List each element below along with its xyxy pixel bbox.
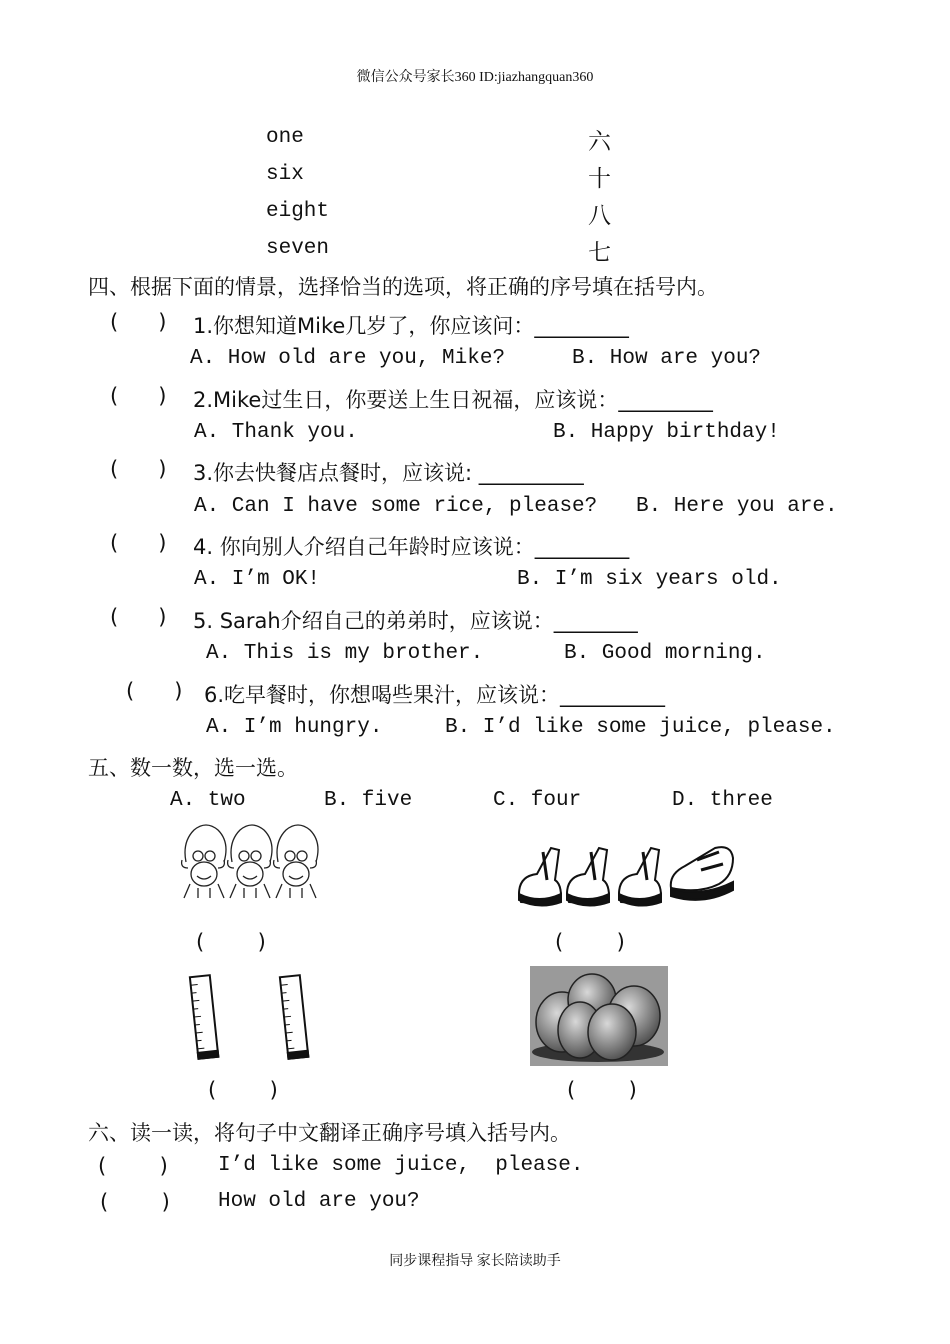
q5-option-b: B. Good morning.: [564, 642, 766, 665]
five-eggs-image: [530, 966, 668, 1066]
q3-answer-blank[interactable]: ( ): [110, 457, 167, 481]
match-english-1: one: [266, 126, 304, 149]
shoes-answer-blank[interactable]: ( ): [555, 930, 625, 954]
q1-text: 1.你想知道Mike几岁了，你应该问：_________: [193, 314, 629, 338]
match-chinese-4: 七: [588, 240, 611, 266]
two-rulers-image: [186, 970, 328, 1062]
q3-option-b: B. Here you are.: [636, 495, 838, 518]
three-monkeys-image: [180, 822, 322, 900]
section5-title: 五、数一数，选一选。: [88, 756, 298, 780]
q2-option-b: B. Happy birthday!: [553, 421, 780, 444]
sentence2-answer-blank[interactable]: ( ): [100, 1190, 170, 1214]
rulers-answer-blank[interactable]: ( ): [208, 1078, 278, 1102]
count-option-a: A. two: [170, 789, 246, 812]
match-chinese-2: 十: [588, 166, 611, 192]
q2-text: 2.Mike过生日，你要送上生日祝福，应该说：_________: [193, 388, 713, 412]
count-option-d: D. three: [672, 789, 773, 812]
match-english-4: seven: [266, 237, 330, 260]
q3-text: 3.你去快餐店点餐时，应该说: __________: [193, 461, 584, 485]
eggs-answer-blank[interactable]: ( ): [567, 1078, 637, 1102]
q1-option-b: B. How are you?: [572, 347, 762, 370]
page-footer: 同步课程指导 家长陪读助手: [389, 1254, 561, 1269]
count-option-c: C. four: [493, 789, 582, 812]
q3-option-a: A. Can I have some rice, please?: [194, 495, 598, 518]
q4-answer-blank[interactable]: ( ): [110, 531, 167, 555]
sentence2-text: How old are you?: [218, 1190, 420, 1213]
q4-text: 4. 你向别人介绍自己年龄时应该说：_________: [193, 535, 630, 559]
q5-text: 5. Sarah介绍自己的弟弟时，应该说：________: [193, 609, 638, 633]
sentence1-text: I’d like some juice, please.: [218, 1154, 584, 1177]
count-option-b: B. five: [324, 789, 413, 812]
match-english-2: six: [266, 163, 304, 186]
q4-option-b: B. I’m six years old.: [517, 568, 782, 591]
page-header: 微信公众号家长360 ID:jiazhangquan360: [356, 70, 594, 85]
q6-option-a: A. I’m hungry.: [206, 716, 383, 739]
q1-option-a: A. How old are you, Mike?: [190, 347, 506, 370]
section6-title: 六、读一读，将句子中文翻译正确序号填入括号内。: [88, 1121, 571, 1145]
match-chinese-3: 八: [588, 203, 611, 229]
q6-answer-blank[interactable]: ( ): [126, 679, 183, 703]
q5-option-a: A. This is my brother.: [206, 642, 484, 665]
q4-option-a: A. I’m OK!: [194, 568, 321, 591]
q5-answer-blank[interactable]: ( ): [110, 605, 167, 629]
q6-text: 6.吃早餐时，你想喝些果汁，应该说：__________: [204, 683, 666, 707]
q2-option-a: A. Thank you.: [194, 421, 358, 444]
q1-answer-blank[interactable]: ( ): [110, 310, 167, 334]
match-chinese-1: 六: [588, 129, 611, 155]
sentence1-answer-blank[interactable]: ( ): [98, 1154, 168, 1178]
four-shoes-image: [517, 842, 735, 910]
monkeys-answer-blank[interactable]: ( ): [196, 930, 266, 954]
q6-option-b: B. I’d like some juice, please.: [445, 716, 836, 739]
q2-answer-blank[interactable]: ( ): [110, 384, 167, 408]
section4-title: 四、根据下面的情景，选择恰当的选项，将正确的序号填在括号内。: [88, 275, 718, 299]
match-english-3: eight: [266, 200, 330, 223]
